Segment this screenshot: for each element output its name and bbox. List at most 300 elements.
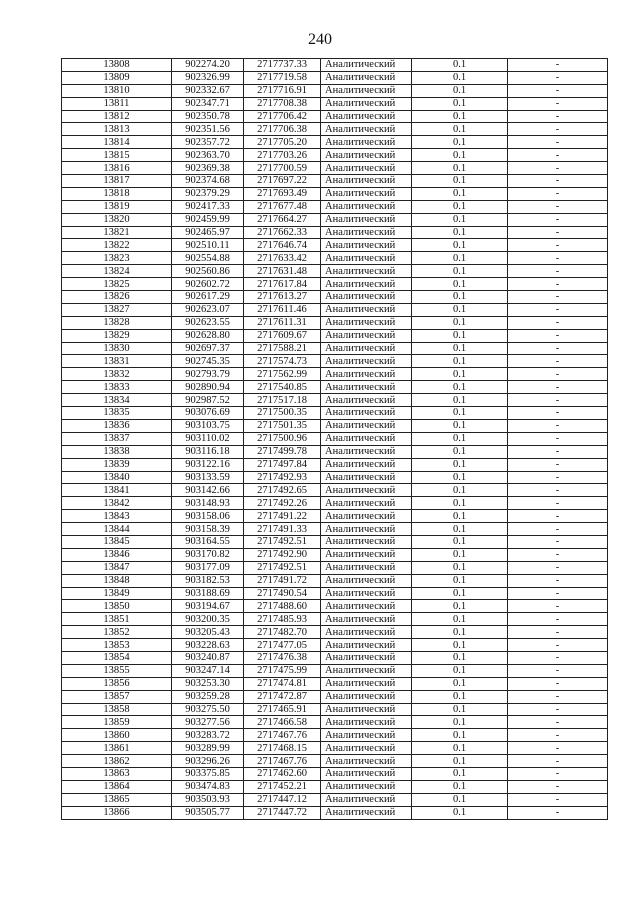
table-row xyxy=(62,265,608,278)
method-cell: Аналитический xyxy=(321,651,412,664)
method-cell: Аналитический xyxy=(321,407,412,420)
accuracy-cell: 0.1 xyxy=(412,291,508,304)
extra-cell: - xyxy=(508,690,608,703)
accuracy-cell: 0.1 xyxy=(412,535,508,548)
x-coordinate-cell: 903505.77 xyxy=(172,806,244,819)
extra-cell: - xyxy=(508,587,608,600)
accuracy-cell: 0.1 xyxy=(412,239,508,252)
table-row xyxy=(62,175,608,188)
accuracy-cell: 0.1 xyxy=(412,651,508,664)
y-coordinate-cell: 2717646.74 xyxy=(244,239,321,252)
method-cell: Аналитический xyxy=(321,471,412,484)
x-coordinate-cell: 902326.99 xyxy=(172,71,244,84)
y-coordinate-cell: 2717462.60 xyxy=(244,767,321,780)
method-cell: Аналитический xyxy=(321,381,412,394)
y-coordinate-cell: 2717705.20 xyxy=(244,136,321,149)
point-number-cell: 13853 xyxy=(62,639,172,652)
accuracy-cell: 0.1 xyxy=(412,613,508,626)
y-coordinate-cell: 2717677.48 xyxy=(244,200,321,213)
extra-cell: - xyxy=(508,497,608,510)
x-coordinate-cell: 902560.86 xyxy=(172,265,244,278)
extra-cell: - xyxy=(508,162,608,175)
method-cell: Аналитический xyxy=(321,690,412,703)
method-cell: Аналитический xyxy=(321,278,412,291)
method-cell: Аналитический xyxy=(321,613,412,626)
table-row xyxy=(62,110,608,123)
y-coordinate-cell: 2717697.22 xyxy=(244,175,321,188)
accuracy-cell: 0.1 xyxy=(412,445,508,458)
y-coordinate-cell: 2717475.99 xyxy=(244,664,321,677)
x-coordinate-cell: 902379.29 xyxy=(172,187,244,200)
y-coordinate-cell: 2717488.60 xyxy=(244,600,321,613)
y-coordinate-cell: 2717465.91 xyxy=(244,703,321,716)
table-row xyxy=(62,291,608,304)
point-number-cell: 13856 xyxy=(62,677,172,690)
method-cell: Аналитический xyxy=(321,71,412,84)
y-coordinate-cell: 2717467.76 xyxy=(244,755,321,768)
table-row xyxy=(62,729,608,742)
extra-cell: - xyxy=(508,806,608,819)
method-cell: Аналитический xyxy=(321,162,412,175)
accuracy-cell: 0.1 xyxy=(412,626,508,639)
method-cell: Аналитический xyxy=(321,574,412,587)
extra-cell: - xyxy=(508,755,608,768)
y-coordinate-cell: 2717716.91 xyxy=(244,84,321,97)
x-coordinate-cell: 903103.75 xyxy=(172,419,244,432)
x-coordinate-cell: 903182.53 xyxy=(172,574,244,587)
table-row xyxy=(62,303,608,316)
table-row xyxy=(62,187,608,200)
point-number-cell: 13844 xyxy=(62,523,172,536)
accuracy-cell: 0.1 xyxy=(412,123,508,136)
accuracy-cell: 0.1 xyxy=(412,677,508,690)
table-row xyxy=(62,84,608,97)
extra-cell: - xyxy=(508,600,608,613)
extra-cell: - xyxy=(508,342,608,355)
extra-cell: - xyxy=(508,226,608,239)
point-number-cell: 13848 xyxy=(62,574,172,587)
table-row xyxy=(62,561,608,574)
method-cell: Аналитический xyxy=(321,600,412,613)
table-row xyxy=(62,316,608,329)
y-coordinate-cell: 2717500.96 xyxy=(244,432,321,445)
point-number-cell: 13854 xyxy=(62,651,172,664)
extra-cell: - xyxy=(508,316,608,329)
point-number-cell: 13855 xyxy=(62,664,172,677)
y-coordinate-cell: 2717501.35 xyxy=(244,419,321,432)
accuracy-cell: 0.1 xyxy=(412,381,508,394)
extra-cell: - xyxy=(508,149,608,162)
point-number-cell: 13838 xyxy=(62,445,172,458)
x-coordinate-cell: 903247.14 xyxy=(172,664,244,677)
point-number-cell: 13832 xyxy=(62,368,172,381)
table-row xyxy=(62,497,608,510)
point-number-cell: 13862 xyxy=(62,755,172,768)
extra-cell: - xyxy=(508,59,608,72)
point-number-cell: 13861 xyxy=(62,742,172,755)
point-number-cell: 13849 xyxy=(62,587,172,600)
point-number-cell: 13822 xyxy=(62,239,172,252)
accuracy-cell: 0.1 xyxy=(412,561,508,574)
y-coordinate-cell: 2717611.31 xyxy=(244,316,321,329)
extra-cell: - xyxy=(508,574,608,587)
table-row xyxy=(62,355,608,368)
x-coordinate-cell: 902623.55 xyxy=(172,316,244,329)
table-row xyxy=(62,149,608,162)
extra-cell: - xyxy=(508,613,608,626)
point-number-cell: 13860 xyxy=(62,729,172,742)
coordinates-table-body xyxy=(62,59,608,820)
x-coordinate-cell: 903148.93 xyxy=(172,497,244,510)
extra-cell: - xyxy=(508,535,608,548)
y-coordinate-cell: 2717492.93 xyxy=(244,471,321,484)
table-row xyxy=(62,703,608,716)
accuracy-cell: 0.1 xyxy=(412,97,508,110)
y-coordinate-cell: 2717562.99 xyxy=(244,368,321,381)
extra-cell: - xyxy=(508,780,608,793)
accuracy-cell: 0.1 xyxy=(412,497,508,510)
table-row xyxy=(62,342,608,355)
method-cell: Аналитический xyxy=(321,729,412,742)
point-number-cell: 13811 xyxy=(62,97,172,110)
table-row xyxy=(62,510,608,523)
y-coordinate-cell: 2717492.65 xyxy=(244,484,321,497)
extra-cell: - xyxy=(508,664,608,677)
extra-cell: - xyxy=(508,329,608,342)
point-number-cell: 13823 xyxy=(62,252,172,265)
y-coordinate-cell: 2717631.48 xyxy=(244,265,321,278)
table-row xyxy=(62,523,608,536)
x-coordinate-cell: 903474.83 xyxy=(172,780,244,793)
method-cell: Аналитический xyxy=(321,548,412,561)
extra-cell: - xyxy=(508,303,608,316)
y-coordinate-cell: 2717609.67 xyxy=(244,329,321,342)
x-coordinate-cell: 902274.20 xyxy=(172,59,244,72)
accuracy-cell: 0.1 xyxy=(412,200,508,213)
table-row xyxy=(62,651,608,664)
x-coordinate-cell: 903122.16 xyxy=(172,458,244,471)
x-coordinate-cell: 903164.55 xyxy=(172,535,244,548)
y-coordinate-cell: 2717485.93 xyxy=(244,613,321,626)
point-number-cell: 13863 xyxy=(62,767,172,780)
table-row xyxy=(62,780,608,793)
point-number-cell: 13852 xyxy=(62,626,172,639)
method-cell: Аналитический xyxy=(321,510,412,523)
method-cell: Аналитический xyxy=(321,445,412,458)
extra-cell: - xyxy=(508,123,608,136)
extra-cell: - xyxy=(508,703,608,716)
extra-cell: - xyxy=(508,716,608,729)
method-cell: Аналитический xyxy=(321,187,412,200)
y-coordinate-cell: 2717466.58 xyxy=(244,716,321,729)
point-number-cell: 13857 xyxy=(62,690,172,703)
y-coordinate-cell: 2717447.72 xyxy=(244,806,321,819)
table-row xyxy=(62,252,608,265)
table-row xyxy=(62,767,608,780)
y-coordinate-cell: 2717447.12 xyxy=(244,793,321,806)
y-coordinate-cell: 2717492.26 xyxy=(244,497,321,510)
method-cell: Аналитический xyxy=(321,252,412,265)
accuracy-cell: 0.1 xyxy=(412,136,508,149)
point-number-cell: 13836 xyxy=(62,419,172,432)
x-coordinate-cell: 902697.37 xyxy=(172,342,244,355)
x-coordinate-cell: 902363.70 xyxy=(172,149,244,162)
x-coordinate-cell: 903133.59 xyxy=(172,471,244,484)
y-coordinate-cell: 2717499.78 xyxy=(244,445,321,458)
extra-cell: - xyxy=(508,484,608,497)
y-coordinate-cell: 2717633.42 xyxy=(244,252,321,265)
method-cell: Аналитический xyxy=(321,316,412,329)
accuracy-cell: 0.1 xyxy=(412,793,508,806)
extra-cell: - xyxy=(508,175,608,188)
y-coordinate-cell: 2717482.70 xyxy=(244,626,321,639)
point-number-cell: 13859 xyxy=(62,716,172,729)
x-coordinate-cell: 902347.71 xyxy=(172,97,244,110)
table-row xyxy=(62,587,608,600)
x-coordinate-cell: 902374.68 xyxy=(172,175,244,188)
extra-cell: - xyxy=(508,767,608,780)
point-number-cell: 13825 xyxy=(62,278,172,291)
table-row xyxy=(62,71,608,84)
extra-cell: - xyxy=(508,71,608,84)
method-cell: Аналитический xyxy=(321,639,412,652)
point-number-cell: 13830 xyxy=(62,342,172,355)
x-coordinate-cell: 902459.99 xyxy=(172,213,244,226)
table-row xyxy=(62,445,608,458)
table-row xyxy=(62,200,608,213)
point-number-cell: 13847 xyxy=(62,561,172,574)
x-coordinate-cell: 903259.28 xyxy=(172,690,244,703)
extra-cell: - xyxy=(508,239,608,252)
method-cell: Аналитический xyxy=(321,780,412,793)
method-cell: Аналитический xyxy=(321,175,412,188)
point-number-cell: 13824 xyxy=(62,265,172,278)
extra-cell: - xyxy=(508,278,608,291)
x-coordinate-cell: 903158.06 xyxy=(172,510,244,523)
accuracy-cell: 0.1 xyxy=(412,471,508,484)
y-coordinate-cell: 2717477.05 xyxy=(244,639,321,652)
accuracy-cell: 0.1 xyxy=(412,806,508,819)
extra-cell: - xyxy=(508,548,608,561)
x-coordinate-cell: 902510.11 xyxy=(172,239,244,252)
y-coordinate-cell: 2717708.38 xyxy=(244,97,321,110)
x-coordinate-cell: 903275.50 xyxy=(172,703,244,716)
method-cell: Аналитический xyxy=(321,716,412,729)
y-coordinate-cell: 2717703.26 xyxy=(244,149,321,162)
x-coordinate-cell: 903177.09 xyxy=(172,561,244,574)
extra-cell: - xyxy=(508,84,608,97)
point-number-cell: 13843 xyxy=(62,510,172,523)
point-number-cell: 13834 xyxy=(62,394,172,407)
extra-cell: - xyxy=(508,394,608,407)
table-row xyxy=(62,136,608,149)
method-cell: Аналитический xyxy=(321,97,412,110)
x-coordinate-cell: 902332.67 xyxy=(172,84,244,97)
point-number-cell: 13850 xyxy=(62,600,172,613)
y-coordinate-cell: 2717574.73 xyxy=(244,355,321,368)
method-cell: Аналитический xyxy=(321,265,412,278)
accuracy-cell: 0.1 xyxy=(412,664,508,677)
point-number-cell: 13809 xyxy=(62,71,172,84)
x-coordinate-cell: 903116.18 xyxy=(172,445,244,458)
y-coordinate-cell: 2717693.49 xyxy=(244,187,321,200)
table-row xyxy=(62,239,608,252)
x-coordinate-cell: 902369.38 xyxy=(172,162,244,175)
y-coordinate-cell: 2717491.33 xyxy=(244,523,321,536)
y-coordinate-cell: 2717613.27 xyxy=(244,291,321,304)
x-coordinate-cell: 902890.94 xyxy=(172,381,244,394)
accuracy-cell: 0.1 xyxy=(412,175,508,188)
extra-cell: - xyxy=(508,407,608,420)
x-coordinate-cell: 903375.85 xyxy=(172,767,244,780)
accuracy-cell: 0.1 xyxy=(412,458,508,471)
x-coordinate-cell: 902554.88 xyxy=(172,252,244,265)
coordinates-table xyxy=(61,58,608,820)
point-number-cell: 13865 xyxy=(62,793,172,806)
method-cell: Аналитический xyxy=(321,626,412,639)
table-row xyxy=(62,716,608,729)
accuracy-cell: 0.1 xyxy=(412,355,508,368)
point-number-cell: 13858 xyxy=(62,703,172,716)
point-number-cell: 13821 xyxy=(62,226,172,239)
table-row xyxy=(62,600,608,613)
table-row xyxy=(62,278,608,291)
table-row xyxy=(62,742,608,755)
method-cell: Аналитический xyxy=(321,703,412,716)
y-coordinate-cell: 2717611.46 xyxy=(244,303,321,316)
accuracy-cell: 0.1 xyxy=(412,690,508,703)
extra-cell: - xyxy=(508,793,608,806)
accuracy-cell: 0.1 xyxy=(412,767,508,780)
method-cell: Аналитический xyxy=(321,523,412,536)
point-number-cell: 13810 xyxy=(62,84,172,97)
point-number-cell: 13812 xyxy=(62,110,172,123)
extra-cell: - xyxy=(508,381,608,394)
accuracy-cell: 0.1 xyxy=(412,265,508,278)
table-row xyxy=(62,484,608,497)
method-cell: Аналитический xyxy=(321,767,412,780)
y-coordinate-cell: 2717497.84 xyxy=(244,458,321,471)
y-coordinate-cell: 2717706.42 xyxy=(244,110,321,123)
accuracy-cell: 0.1 xyxy=(412,639,508,652)
accuracy-cell: 0.1 xyxy=(412,432,508,445)
y-coordinate-cell: 2717540.85 xyxy=(244,381,321,394)
accuracy-cell: 0.1 xyxy=(412,729,508,742)
accuracy-cell: 0.1 xyxy=(412,394,508,407)
accuracy-cell: 0.1 xyxy=(412,149,508,162)
table-row xyxy=(62,419,608,432)
x-coordinate-cell: 903076.69 xyxy=(172,407,244,420)
y-coordinate-cell: 2717452.21 xyxy=(244,780,321,793)
extra-cell: - xyxy=(508,252,608,265)
point-number-cell: 13808 xyxy=(62,59,172,72)
y-coordinate-cell: 2717500.35 xyxy=(244,407,321,420)
point-number-cell: 13851 xyxy=(62,613,172,626)
y-coordinate-cell: 2717492.90 xyxy=(244,548,321,561)
extra-cell: - xyxy=(508,639,608,652)
x-coordinate-cell: 902465.97 xyxy=(172,226,244,239)
y-coordinate-cell: 2717467.76 xyxy=(244,729,321,742)
x-coordinate-cell: 902350.78 xyxy=(172,110,244,123)
table-row xyxy=(62,432,608,445)
point-number-cell: 13866 xyxy=(62,806,172,819)
point-number-cell: 13826 xyxy=(62,291,172,304)
table-row xyxy=(62,755,608,768)
accuracy-cell: 0.1 xyxy=(412,742,508,755)
point-number-cell: 13833 xyxy=(62,381,172,394)
y-coordinate-cell: 2717491.72 xyxy=(244,574,321,587)
accuracy-cell: 0.1 xyxy=(412,548,508,561)
point-number-cell: 13820 xyxy=(62,213,172,226)
table-row xyxy=(62,806,608,819)
method-cell: Аналитический xyxy=(321,677,412,690)
method-cell: Аналитический xyxy=(321,755,412,768)
y-coordinate-cell: 2717472.87 xyxy=(244,690,321,703)
x-coordinate-cell: 903142.66 xyxy=(172,484,244,497)
y-coordinate-cell: 2717474.81 xyxy=(244,677,321,690)
extra-cell: - xyxy=(508,200,608,213)
point-number-cell: 13864 xyxy=(62,780,172,793)
accuracy-cell: 0.1 xyxy=(412,484,508,497)
accuracy-cell: 0.1 xyxy=(412,523,508,536)
extra-cell: - xyxy=(508,265,608,278)
accuracy-cell: 0.1 xyxy=(412,303,508,316)
point-number-cell: 13839 xyxy=(62,458,172,471)
x-coordinate-cell: 903188.69 xyxy=(172,587,244,600)
y-coordinate-cell: 2717476.38 xyxy=(244,651,321,664)
table-row xyxy=(62,626,608,639)
point-number-cell: 13840 xyxy=(62,471,172,484)
point-number-cell: 13813 xyxy=(62,123,172,136)
point-number-cell: 13842 xyxy=(62,497,172,510)
y-coordinate-cell: 2717491.22 xyxy=(244,510,321,523)
x-coordinate-cell: 903503.93 xyxy=(172,793,244,806)
method-cell: Аналитический xyxy=(321,484,412,497)
method-cell: Аналитический xyxy=(321,394,412,407)
accuracy-cell: 0.1 xyxy=(412,213,508,226)
table-row xyxy=(62,677,608,690)
table-row xyxy=(62,639,608,652)
x-coordinate-cell: 903205.43 xyxy=(172,626,244,639)
method-cell: Аналитический xyxy=(321,149,412,162)
point-number-cell: 13829 xyxy=(62,329,172,342)
x-coordinate-cell: 903158.39 xyxy=(172,523,244,536)
table-row xyxy=(62,213,608,226)
method-cell: Аналитический xyxy=(321,368,412,381)
accuracy-cell: 0.1 xyxy=(412,84,508,97)
extra-cell: - xyxy=(508,651,608,664)
accuracy-cell: 0.1 xyxy=(412,368,508,381)
point-number-cell: 13845 xyxy=(62,535,172,548)
extra-cell: - xyxy=(508,445,608,458)
extra-cell: - xyxy=(508,213,608,226)
point-number-cell: 13827 xyxy=(62,303,172,316)
extra-cell: - xyxy=(508,742,608,755)
accuracy-cell: 0.1 xyxy=(412,407,508,420)
accuracy-cell: 0.1 xyxy=(412,780,508,793)
y-coordinate-cell: 2717719.58 xyxy=(244,71,321,84)
accuracy-cell: 0.1 xyxy=(412,71,508,84)
point-number-cell: 13831 xyxy=(62,355,172,368)
y-coordinate-cell: 2717706.38 xyxy=(244,123,321,136)
table-row xyxy=(62,59,608,72)
x-coordinate-cell: 902628.80 xyxy=(172,329,244,342)
extra-cell: - xyxy=(508,677,608,690)
table-row xyxy=(62,690,608,703)
table-row xyxy=(62,458,608,471)
point-number-cell: 13816 xyxy=(62,162,172,175)
table-row xyxy=(62,97,608,110)
